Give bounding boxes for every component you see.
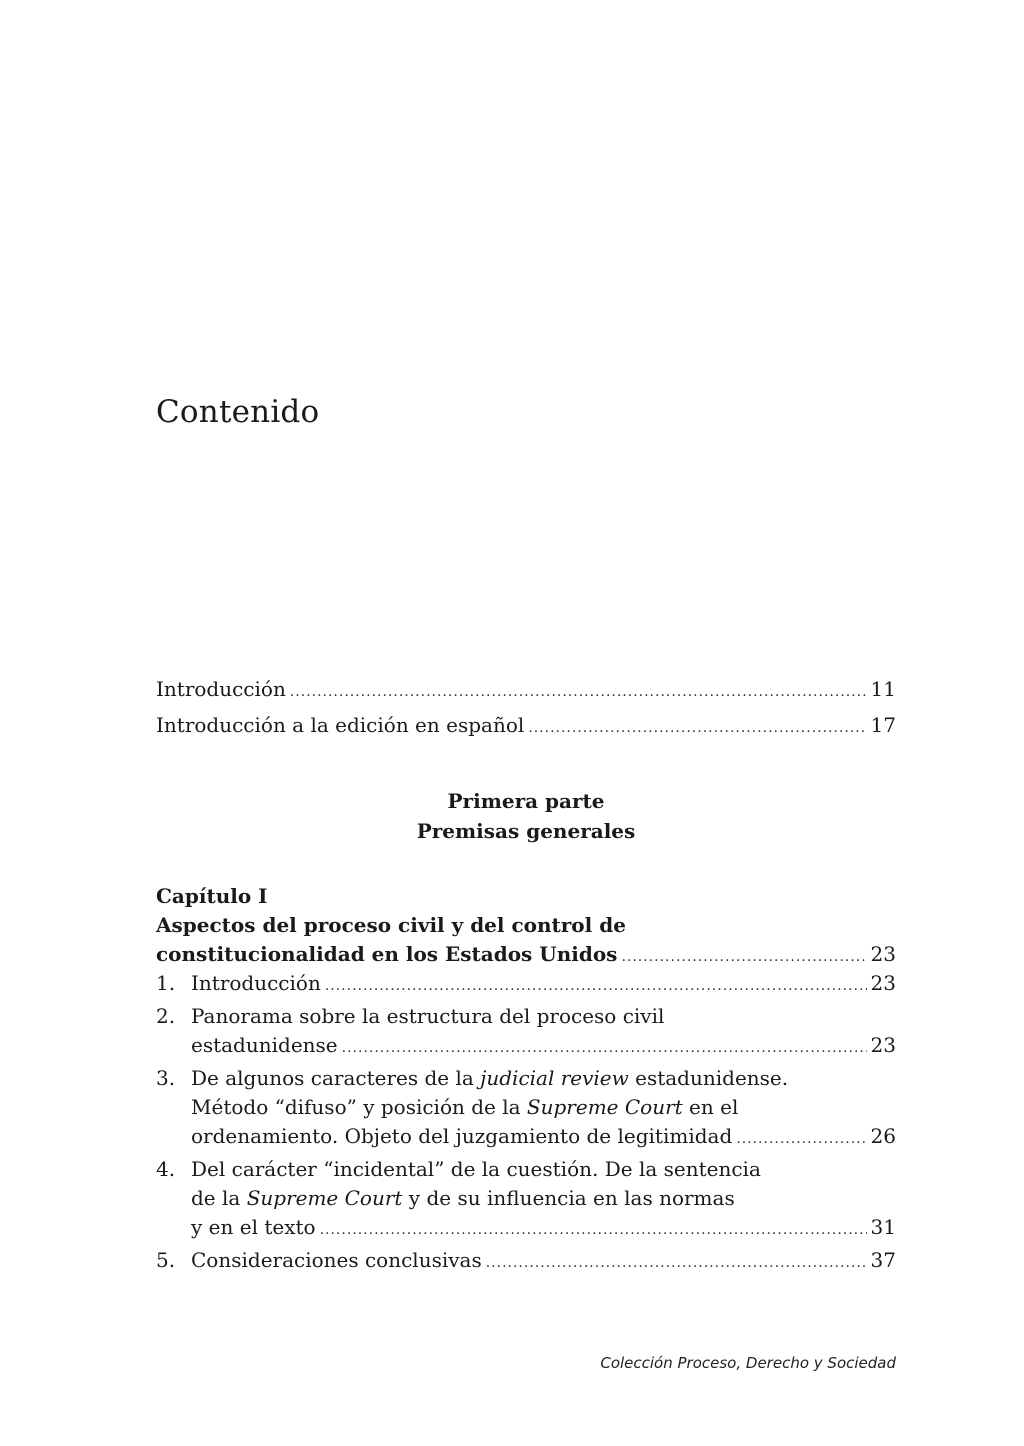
dot-leader [486,1249,867,1278]
dot-leader [736,1125,866,1154]
item-number: 4. [156,1157,176,1181]
item-label: de la Supreme Court y de su influencia en las normas [191,1186,735,1210]
toc-entry-page: 17 [870,713,896,737]
toc-entry-page: 11 [870,677,896,701]
item-page: 23 [870,971,896,995]
item-label: estadunidense [191,1033,338,1057]
toc-item-3[interactable] [156,1064,896,1151]
toc-entry-label: Introducción a la edición en español [156,713,525,737]
item-label: Consideraciones conclusivas [191,1248,482,1272]
part-number: Primera parte [447,789,605,813]
toc-entry-introduccion[interactable] [156,674,896,704]
part-heading [156,786,896,846]
item-page: 26 [870,1124,896,1148]
toc-item-4[interactable] [156,1155,896,1242]
toc-item-2[interactable] [156,1002,896,1060]
item-number: 5. [156,1248,176,1272]
toc-item-1[interactable] [156,969,896,998]
item-label: Panorama sobre la estructura del proceso civil [191,1004,665,1028]
item-page: 31 [870,1215,896,1239]
chapter-number: Capítulo I [156,884,268,908]
italic-term: Supreme Court [526,1095,683,1119]
item-label: Método “difuso” y posición de la Supreme Court en el [191,1095,739,1119]
italic-term: judicial review [480,1066,629,1090]
item-label: ordenamiento. Objeto del juzgamiento de legitimidad [191,1124,733,1148]
item-number: 2. [156,1004,176,1028]
italic-term: Supreme Court [246,1186,403,1210]
item-page: 37 [870,1248,896,1272]
toc-entry-label: Introducción [156,677,286,701]
item-page: 23 [870,1033,896,1057]
dot-leader [342,1034,867,1063]
dot-leader [621,943,866,972]
dot-leader [290,677,867,707]
toc-item-5[interactable] [156,1246,896,1275]
toc-entry-page: 23 [870,942,896,966]
chapter-title-line: constitucionalidad en los Estados Unidos [156,942,618,966]
chapter-title-line: Aspectos del proceso civil y del control de [156,913,626,937]
collection-footer: Colección Proceso, Derecho y Sociedad [600,1354,896,1372]
page-title: Contenido [156,394,320,430]
item-number: 3. [156,1066,176,1090]
part-title: Premisas generales [416,819,636,843]
item-label: Introducción [191,971,321,995]
toc-entry-chapter[interactable] [156,940,896,969]
toc-entry-introduccion-espanol[interactable] [156,710,896,740]
item-label: Del carácter “incidental” de la cuestión. De la sentencia [191,1157,761,1181]
item-label: y en el texto [191,1215,316,1239]
item-label: De algunos caracteres de la judicial review estadunidense. [191,1066,789,1090]
item-number: 1. [156,971,176,995]
dot-leader [320,1216,867,1245]
chapter-section [156,882,896,1275]
toc-intro-list [156,674,896,740]
dot-leader [325,972,867,1001]
dot-leader [528,713,866,743]
